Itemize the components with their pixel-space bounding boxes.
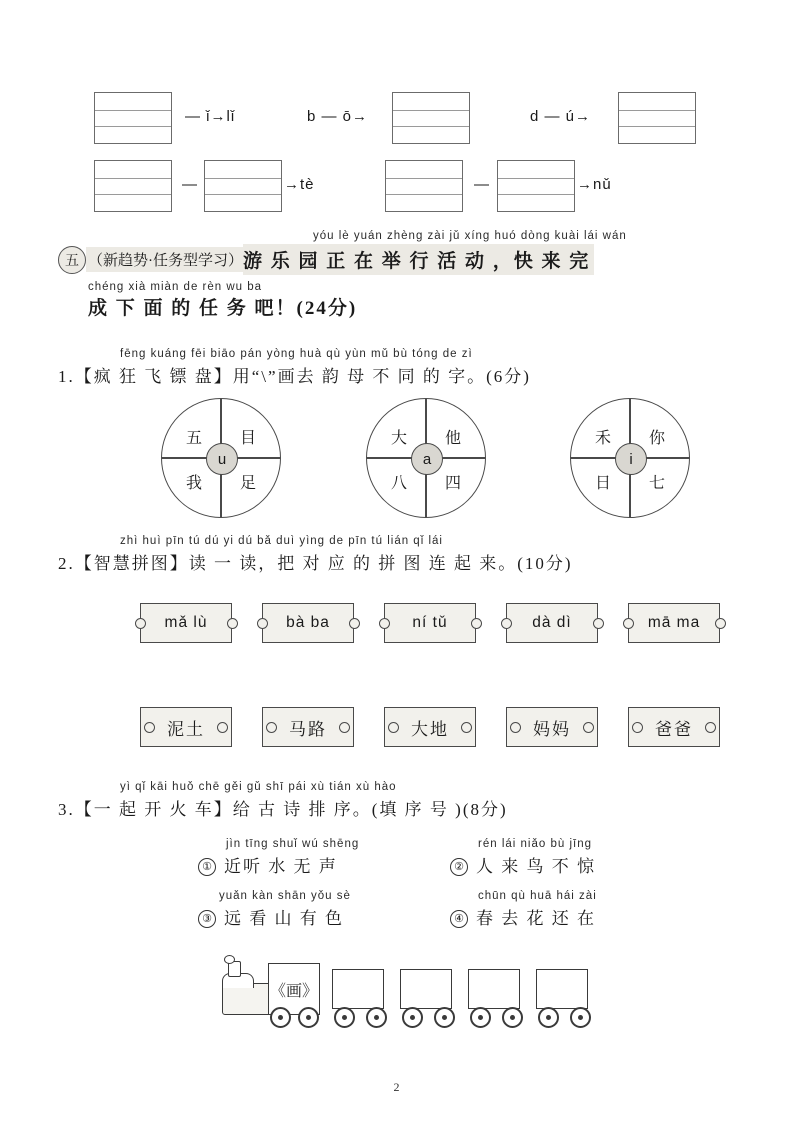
q2-line	[58, 549, 573, 574]
section5-pinyin-line2: chéng xià miàn de rèn wu ba	[88, 281, 263, 293]
puzzle-pinyin-label-4: dà dì	[532, 614, 572, 631]
section5-title-line1: 游 乐 园 正 在 举 行 活 动 ，快 来 完	[243, 244, 594, 275]
syllable-arrow-2: b — ō→	[307, 108, 369, 125]
wheel-3-char-br[interactable]: 七	[648, 475, 665, 492]
puzzle-knob-right	[715, 618, 726, 629]
train-wheel-9	[538, 1007, 559, 1028]
write-box-row2-3[interactable]	[385, 160, 463, 212]
poem-line-2	[450, 852, 596, 877]
poem-line-3	[198, 904, 344, 929]
poem-line-1	[198, 852, 338, 877]
poem-number-1: ①	[198, 858, 216, 876]
wheel-3-char-bl[interactable]: 日	[594, 475, 611, 492]
poem-text-2: 人 来 鸟 不 惊	[476, 857, 596, 876]
puzzle-pinyin-label-2: bà ba	[286, 614, 330, 631]
wheel-3-char-tr[interactable]: 你	[648, 430, 665, 447]
q1-line	[58, 362, 531, 387]
puzzle-pinyin-label-1: mǎ lù	[164, 614, 208, 631]
train-wheel-2	[298, 1007, 319, 1028]
puzzle-notch-left	[632, 722, 643, 733]
wheel-2-hub: a	[411, 443, 443, 475]
smoke-icon	[224, 955, 235, 964]
puzzle-knob-right	[349, 618, 360, 629]
puzzle-notch-right	[217, 722, 228, 733]
poem-text-1: 近听 水 无 声	[224, 857, 338, 876]
puzzle-knob-right	[471, 618, 482, 629]
arrow-nu: →nǔ	[577, 176, 612, 193]
section5-header	[58, 230, 748, 320]
section5-pinyin-line1: yóu lè yuán zhèng zài jǔ xíng huó dòng kuài lái wán	[313, 230, 627, 242]
puzzle-pinyin-label-3: ní tǔ	[412, 614, 448, 631]
q1-index: 1.	[58, 367, 75, 386]
dart-wheel-3[interactable]	[570, 398, 690, 518]
train-title-label: 《画》	[269, 982, 318, 1000]
section5-title-line2: 成 下 面 的 任 务 吧！(24分)	[88, 298, 358, 319]
puzzle-knob-left	[379, 618, 390, 629]
puzzle-pinyin-5[interactable]	[628, 603, 720, 643]
q1-text: 【疯 狂 飞 镖 盘】用“\”画去 韵 母 不 同 的 字。(6分)	[74, 367, 531, 386]
q3-pinyin: yì qǐ kāi huǒ chē gěi gǔ shī pái xù tián xù hào	[120, 781, 397, 793]
wheel-2-char-tl[interactable]: 大	[390, 430, 407, 447]
puzzle-notch-left	[266, 722, 277, 733]
q3-line	[58, 795, 508, 820]
page-number: 2	[393, 1080, 400, 1094]
wheel-3-hub: i	[615, 443, 647, 475]
puzzle-notch-right	[705, 722, 716, 733]
poem-pinyin-1: jìn tīng shuǐ wú shēng	[226, 838, 360, 850]
train-illustration	[222, 955, 622, 1025]
write-box-row1-3[interactable]	[618, 92, 696, 144]
train-wheel-5	[402, 1007, 423, 1028]
puzzle-hanzi-3[interactable]	[384, 707, 476, 747]
poem-number-4: ④	[450, 910, 468, 928]
dash-2: —	[474, 176, 490, 193]
puzzle-hanzi-1[interactable]	[140, 707, 232, 747]
wheel-3-char-tl[interactable]: 禾	[594, 430, 611, 447]
puzzle-pinyin-4[interactable]	[506, 603, 598, 643]
write-box-row1-2[interactable]	[392, 92, 470, 144]
wheel-2-char-br[interactable]: 四	[444, 475, 461, 492]
q2-text: 【智慧拼图】读 一 读，把 对 应 的 拼 图 连 起 来。(10分)	[74, 554, 573, 573]
poem-pinyin-2: rén lái niǎo bù jīng	[478, 838, 592, 850]
write-box-row2-2[interactable]	[204, 160, 282, 212]
train-answer-box-4[interactable]	[536, 969, 588, 1009]
syllable-arrow-1: — ǐ→lǐ	[185, 108, 236, 125]
train-wheel-6	[434, 1007, 455, 1028]
write-box-row2-4[interactable]	[497, 160, 575, 212]
poem-pinyin-4: chūn qù huā hái zài	[478, 890, 597, 902]
q2-pinyin: zhì huì pīn tú dú yi dú bǎ duì yìng de pīn tú lián qǐ lái	[120, 535, 443, 547]
train-answer-box-3[interactable]	[468, 969, 520, 1009]
arrow-te: →tè	[284, 176, 315, 193]
puzzle-knob-left	[257, 618, 268, 629]
puzzle-knob-right	[227, 618, 238, 629]
dart-wheel-2[interactable]	[366, 398, 486, 518]
puzzle-pinyin-label-5: mā ma	[647, 614, 701, 631]
poem-number-2: ②	[450, 858, 468, 876]
poem-pinyin-3: yuǎn kàn shān yǒu sè	[219, 890, 351, 902]
wheel-1-char-br[interactable]: 足	[239, 475, 256, 492]
section-number-badge: 五	[58, 246, 86, 274]
puzzle-notch-right	[339, 722, 350, 733]
wheel-1-hub: u	[206, 443, 238, 475]
puzzle-notch-left	[388, 722, 399, 733]
dash-1: —	[182, 176, 198, 193]
wheel-1-char-tl[interactable]: 五	[185, 430, 202, 447]
poem-text-3: 远 看 山 有 色	[224, 909, 344, 928]
puzzle-knob-left	[135, 618, 146, 629]
wheel-1-char-tr[interactable]: 目	[239, 430, 256, 447]
train-wheel-3	[334, 1007, 355, 1028]
train-answer-box-2[interactable]	[400, 969, 452, 1009]
puzzle-hanzi-label-4: 妈妈	[533, 719, 571, 739]
puzzle-knob-left	[623, 618, 634, 629]
puzzle-pinyin-2[interactable]	[262, 603, 354, 643]
train-wheel-8	[502, 1007, 523, 1028]
dart-wheel-1[interactable]	[161, 398, 281, 518]
puzzle-notch-left	[144, 722, 155, 733]
puzzle-hanzi-label-5: 爸爸	[655, 719, 693, 739]
poem-text-4: 春 去 花 还 在	[476, 909, 596, 928]
wheel-2-char-tr[interactable]: 他	[444, 430, 461, 447]
q3-index: 3.	[58, 800, 75, 819]
puzzle-hanzi-5[interactable]	[628, 707, 720, 747]
puzzle-hanzi-label-2: 马路	[289, 719, 327, 739]
train-answer-box-1[interactable]	[332, 969, 384, 1009]
train-wheel-1	[270, 1007, 291, 1028]
train-wheel-4	[366, 1007, 387, 1028]
q2-index: 2.	[58, 554, 75, 573]
puzzle-hanzi-label-3: 大地	[411, 719, 449, 739]
puzzle-pinyin-3[interactable]	[384, 603, 476, 643]
puzzle-notch-left	[510, 722, 521, 733]
puzzle-hanzi-label-1: 泥土	[167, 719, 205, 739]
write-box-row2-1[interactable]	[94, 160, 172, 212]
syllable-arrow-3: d — ú→	[530, 108, 592, 125]
puzzle-knob-right	[593, 618, 604, 629]
train-wheel-10	[570, 1007, 591, 1028]
wheel-2-char-bl[interactable]: 八	[390, 475, 407, 492]
train-wheel-7	[470, 1007, 491, 1028]
poem-line-4	[450, 904, 596, 929]
puzzle-hanzi-4[interactable]	[506, 707, 598, 747]
write-box-row1-1[interactable]	[94, 92, 172, 144]
poem-number-3: ③	[198, 910, 216, 928]
q3-text: 【一 起 开 火 车】给 古 诗 排 序。(填 序 号 )(8分)	[74, 800, 508, 819]
puzzle-notch-right	[583, 722, 594, 733]
puzzle-knob-left	[501, 618, 512, 629]
wheel-1-char-bl[interactable]: 我	[185, 475, 202, 492]
section5-tag: （新趋势·任务型学习）	[86, 247, 243, 272]
q1-pinyin: fēng kuáng fēi biāo pán yòng huà qù yùn mǔ bù tóng de zì	[120, 348, 473, 360]
puzzle-pinyin-1[interactable]	[140, 603, 232, 643]
puzzle-notch-right	[461, 722, 472, 733]
puzzle-hanzi-2[interactable]	[262, 707, 354, 747]
